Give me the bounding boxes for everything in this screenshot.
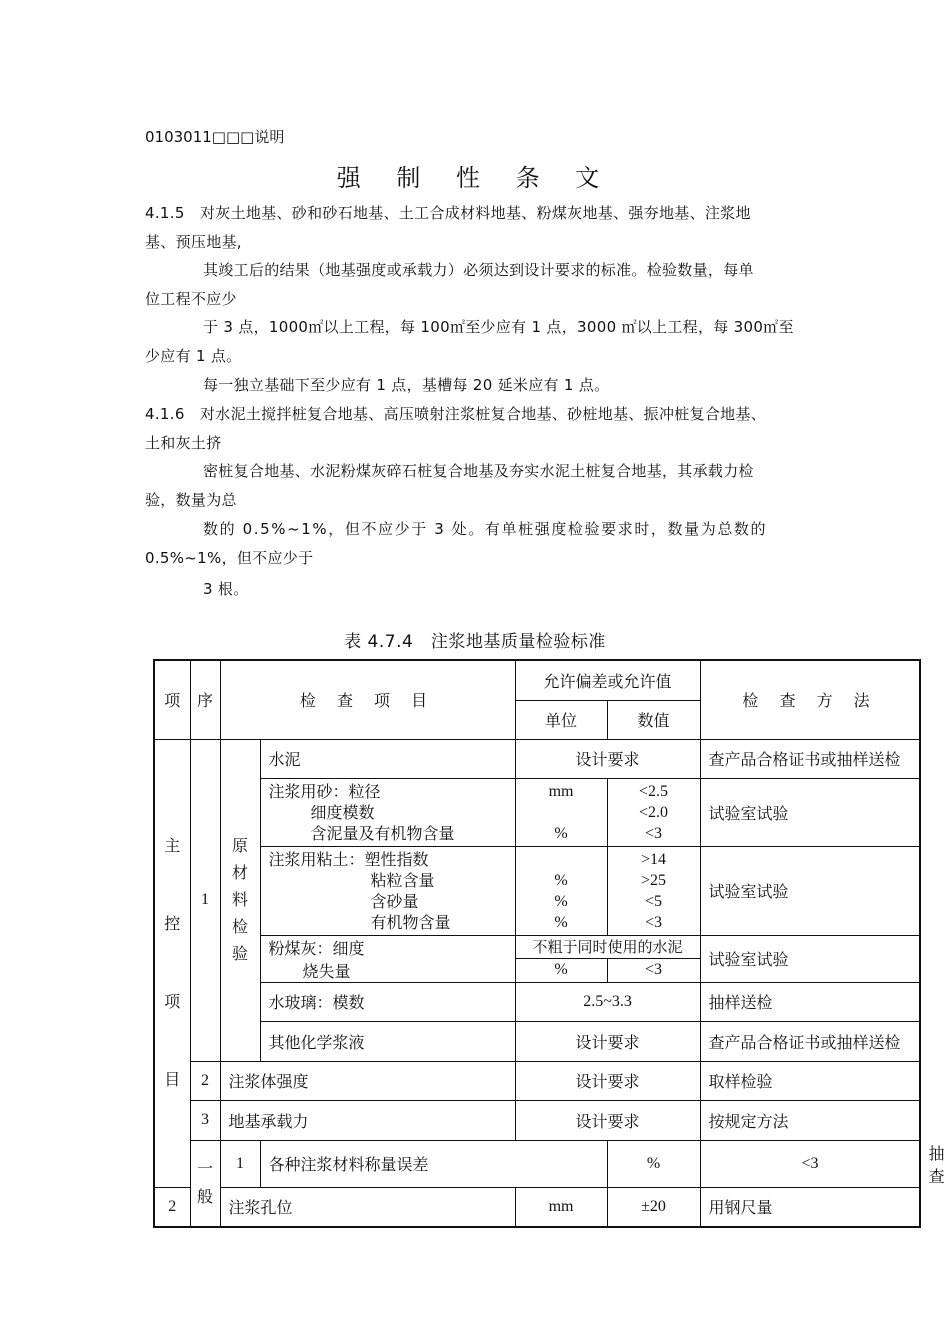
item-clay: 注浆用粘土：塑性指数 粘粒含量 含砂量 有机物含量 bbox=[260, 846, 515, 935]
paragraph-line: 基、预压地基, bbox=[145, 233, 242, 251]
header-check-method: 检 查 方 法 bbox=[700, 660, 920, 739]
value-cell: <3 bbox=[607, 959, 700, 983]
item-sand: 注浆用砂：粒径 细度模数 含泥量及有机物含量 bbox=[260, 778, 515, 846]
table-row bbox=[154, 1100, 920, 1140]
unit-cell: % % % bbox=[515, 846, 607, 935]
paragraph-line: 密桩复合地基、水泥粉煤灰碎石桩复合地基及夯实水泥土桩复合地基，其承载力检 bbox=[203, 462, 754, 480]
item-flyash-fineness: 粉煤灰：细度 bbox=[260, 935, 515, 959]
paragraph-line: 于 3 点，1000㎡以上工程，每 100㎡至少应有 1 点，3000 ㎡以上工程，每 300㎡至 bbox=[203, 318, 794, 336]
unit-cell: % bbox=[607, 1140, 700, 1187]
page-title: 强 制 性 条 文 bbox=[336, 164, 614, 192]
paragraph-line: 数的 0.5%~1%，但不应少于 3 处。有单桩强度检验要求时，数量为总数的 bbox=[203, 520, 768, 538]
value-cell: <3 bbox=[700, 1140, 920, 1187]
header-unit: 单位 bbox=[515, 700, 607, 739]
method-cell: 试验室试验 bbox=[700, 846, 920, 935]
paragraph-line: 4.1.5 对灰土地基、砂和砂石地基、土工合成材料地基、粉煤灰地基、强夯地基、注浆地 bbox=[145, 204, 751, 222]
paragraph-line: 3 根。 bbox=[203, 580, 249, 598]
method-cell: 用钢尺量 bbox=[700, 1187, 920, 1227]
allow-cell: 设计要求 bbox=[515, 739, 700, 778]
value-cell: ±20 bbox=[607, 1187, 700, 1227]
item-cement: 水泥 bbox=[260, 739, 515, 778]
allow-cell: 设计要求 bbox=[515, 1100, 700, 1140]
method-cell: 查产品合格证书或抽样送检 bbox=[700, 1021, 920, 1061]
paragraph-line: 少应有 1 点。 bbox=[145, 347, 242, 365]
table-row: 一 般 1 各种注浆材料称量误差 % <3 抽查 bbox=[154, 1140, 920, 1187]
header-row bbox=[154, 660, 920, 700]
method-cell: 试验室试验 bbox=[700, 935, 920, 982]
allow-cell: 设计要求 bbox=[515, 1021, 700, 1061]
header-seq: 序 bbox=[190, 660, 220, 739]
item-chemical: 其他化学浆液 bbox=[260, 1021, 515, 1061]
method-cell: 抽样送检 bbox=[700, 982, 920, 1021]
unit-cell: mm % bbox=[515, 778, 607, 846]
paragraph-line: 验，数量为总 bbox=[145, 491, 237, 509]
seq-cell: 3 bbox=[190, 1100, 220, 1140]
value-cell: <2.5 <2.0 <3 bbox=[607, 778, 700, 846]
seq-cell: 1 bbox=[220, 1140, 260, 1187]
item-hole-position: 注浆孔位 bbox=[220, 1187, 515, 1227]
unit-cell: % bbox=[515, 959, 607, 983]
table-row bbox=[154, 739, 920, 778]
table-row bbox=[154, 982, 920, 1021]
item-bearing-capacity: 地基承载力 bbox=[220, 1100, 515, 1140]
method-cell: 按规定方法 bbox=[700, 1100, 920, 1140]
value-cell: >14 >25 <5 <3 bbox=[607, 846, 700, 935]
raw-material-label: 原 材 料 检 验 bbox=[220, 739, 260, 1061]
paragraph-line: 位工程不应少 bbox=[145, 290, 237, 308]
table-row bbox=[154, 1187, 920, 1227]
item-grout-strength: 注浆体强度 bbox=[220, 1061, 515, 1100]
seq-cell: 2 bbox=[154, 1187, 190, 1227]
document-code: 0103011□□□说明 bbox=[145, 128, 285, 146]
table-row bbox=[154, 846, 920, 935]
header-check-item: 检 查 项 目 bbox=[220, 660, 515, 739]
table-row bbox=[154, 1061, 920, 1100]
item-flyash-loss: 烧失量 bbox=[260, 959, 515, 983]
table-row bbox=[154, 1021, 920, 1061]
header-allowance: 允许偏差或允许值 bbox=[515, 660, 700, 700]
group-general: 一 般 bbox=[190, 1140, 220, 1227]
header-value: 数值 bbox=[607, 700, 700, 739]
table-caption: 表 4.7.4 注浆地基质量检验标准 bbox=[344, 632, 606, 652]
seq-cell: 2 bbox=[190, 1061, 220, 1100]
allow-cell: 2.5~3.3 bbox=[515, 982, 700, 1021]
unit-cell: mm bbox=[515, 1187, 607, 1227]
group-main-control: 主 控 项 目 bbox=[154, 739, 190, 1187]
allow-cell: 不粗于同时使用的水泥 bbox=[515, 935, 700, 959]
paragraph-line: 每一独立基础下至少应有 1 点，基槽每 20 延米应有 1 点。 bbox=[203, 376, 610, 394]
header-item: 项 bbox=[154, 660, 190, 739]
method-cell: 查产品合格证书或抽样送检 bbox=[700, 739, 920, 778]
paragraph-line: 4.1.6 对水泥土搅拌桩复合地基、高压喷射注浆桩复合地基、砂桩地基、振冲桩复合地基、 bbox=[145, 405, 767, 423]
table-row bbox=[154, 778, 920, 846]
paragraph-line: 0.5%~1%，但不应少于 bbox=[145, 549, 314, 567]
method-cell: 试验室试验 bbox=[700, 778, 920, 846]
quality-inspection-table bbox=[153, 659, 945, 1228]
paragraph-line: 其竣工后的结果（地基强度或承载力）必须达到设计要求的标准。检验数量，每单 bbox=[203, 261, 754, 279]
method-cell: 取样检验 bbox=[700, 1061, 920, 1100]
allow-cell: 设计要求 bbox=[515, 1061, 700, 1100]
seq-cell: 1 bbox=[190, 739, 220, 1061]
paragraph-line: 土和灰土挤 bbox=[145, 434, 222, 452]
item-waterglass: 水玻璃：模数 bbox=[260, 982, 515, 1021]
item-weighing-error: 各种注浆材料称量误差 bbox=[260, 1140, 607, 1187]
table-row bbox=[154, 935, 920, 959]
